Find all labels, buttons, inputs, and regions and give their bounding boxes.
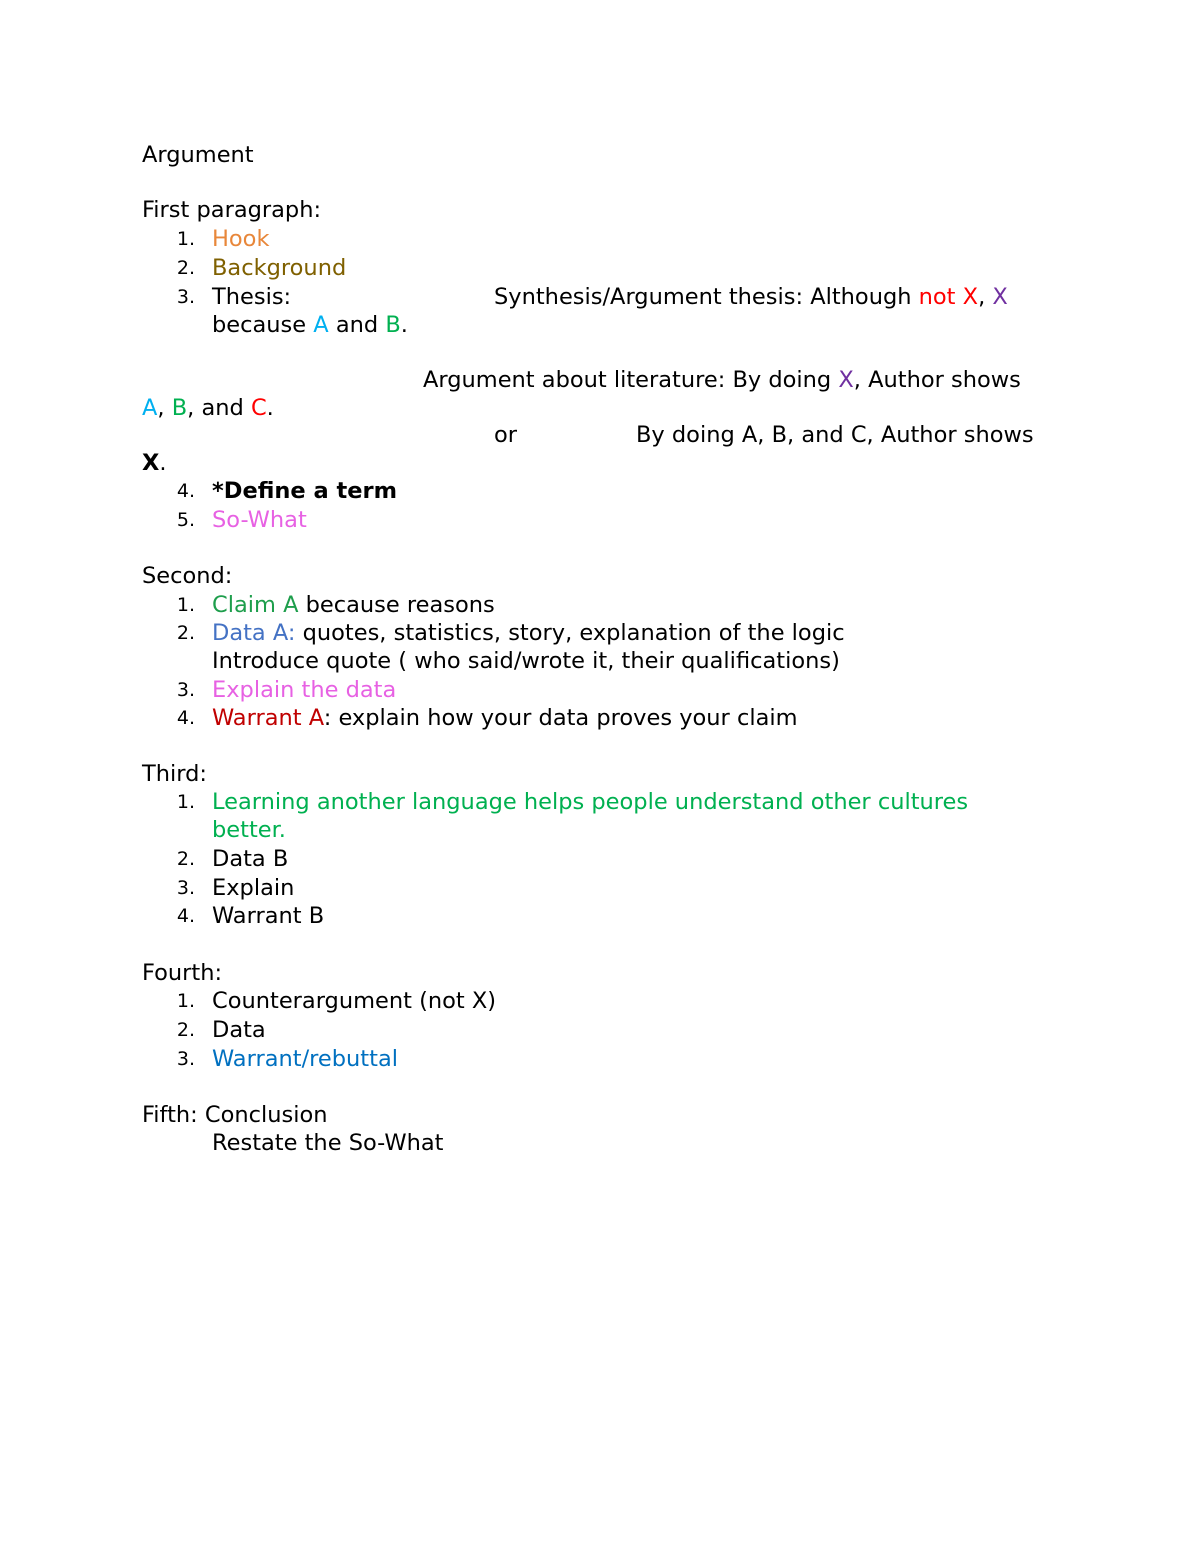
literature-thesis-continuation xyxy=(142,394,274,422)
so-what-item: So-What xyxy=(212,507,307,533)
claim-a-term: Claim A xyxy=(212,592,299,618)
claim-item xyxy=(212,591,495,619)
list-number: 2. xyxy=(176,848,195,870)
list-number: 3. xyxy=(176,1048,195,1070)
list-number: 3. xyxy=(176,286,195,308)
list-number: 4. xyxy=(176,480,195,502)
second-heading: Second: xyxy=(142,563,233,589)
a-term: A xyxy=(313,312,329,338)
first-paragraph-heading: First paragraph: xyxy=(142,197,322,223)
rebuttal-item: Warrant/rebuttal xyxy=(212,1046,398,1072)
or-text: or xyxy=(494,422,518,448)
define-term-item: *Define a term xyxy=(212,478,398,504)
warrant-b-item: Warrant B xyxy=(212,903,325,929)
alternative-thesis-line: By doing A, B, and C, Author shows xyxy=(636,422,1034,448)
period: . xyxy=(266,395,274,421)
warrant-a-term: Warrant A xyxy=(212,705,324,731)
list-number: 3. xyxy=(176,679,195,701)
list-number: 2. xyxy=(176,1019,195,1041)
claim-rest: because reasons xyxy=(298,592,495,618)
x-term: X xyxy=(838,367,854,393)
claim-b-continuation: better. xyxy=(212,817,286,843)
because-text: because xyxy=(212,312,314,338)
list-number: 1. xyxy=(176,791,195,813)
alternative-thesis-continuation xyxy=(142,449,167,477)
list-number: 1. xyxy=(176,594,195,616)
data-b-item: Data B xyxy=(212,846,289,872)
third-heading: Third: xyxy=(142,761,207,787)
fifth-heading: Fifth: Conclusion xyxy=(142,1102,328,1128)
list-number: 1. xyxy=(176,228,195,250)
period: . xyxy=(159,450,167,476)
fourth-heading: Fourth: xyxy=(142,960,223,986)
introduce-quote-line: Introduce quote ( who said/wrote it, their qualifications) xyxy=(212,648,840,674)
background-item: Background xyxy=(212,255,347,281)
a-term: A xyxy=(142,395,158,421)
literature-prefix: Argument about literature: By doing xyxy=(423,367,839,393)
b-term: B xyxy=(171,395,188,421)
not-x-term: not X xyxy=(918,284,979,310)
and-text: , and xyxy=(187,395,251,421)
thesis-label: Thesis: xyxy=(212,284,292,310)
hook-item: Hook xyxy=(212,226,270,252)
list-number: 1. xyxy=(176,990,195,1012)
data-item xyxy=(212,619,845,647)
comma: , xyxy=(978,284,993,310)
literature-thesis-line xyxy=(423,366,1021,394)
data-a-term: Data A: xyxy=(212,620,296,646)
list-number: 4. xyxy=(176,707,195,729)
list-number: 4. xyxy=(176,905,195,927)
period: . xyxy=(400,312,408,338)
c-term: C xyxy=(250,395,267,421)
list-number: 5. xyxy=(176,509,195,531)
x-term: X xyxy=(992,284,1008,310)
comma: , xyxy=(157,395,172,421)
restate-so-what: Restate the So-What xyxy=(212,1130,444,1156)
x-term: X xyxy=(142,450,160,476)
list-number: 2. xyxy=(176,622,195,644)
b-term: B xyxy=(385,312,401,338)
synthesis-thesis-line xyxy=(494,283,1008,311)
document-title: Argument xyxy=(142,142,254,168)
synthesis-thesis-continuation xyxy=(212,311,408,339)
list-number: 2. xyxy=(176,257,195,279)
literature-suffix: , Author shows xyxy=(853,367,1021,393)
synthesis-prefix: Synthesis/Argument thesis: Although xyxy=(494,284,919,310)
counterargument-item: Counterargument (not X) xyxy=(212,988,497,1014)
claim-b-line: Learning another language helps people understand other cultures xyxy=(212,789,969,815)
data-rest: quotes, statistics, story, explanation of the logic xyxy=(295,620,845,646)
list-number: 3. xyxy=(176,877,195,899)
explain-item: Explain xyxy=(212,875,295,901)
warrant-rest: : explain how your data proves your claim xyxy=(323,705,798,731)
warrant-item xyxy=(212,704,798,732)
data-item: Data xyxy=(212,1017,266,1043)
explain-data-item: Explain the data xyxy=(212,677,397,703)
and-text: and xyxy=(328,312,386,338)
